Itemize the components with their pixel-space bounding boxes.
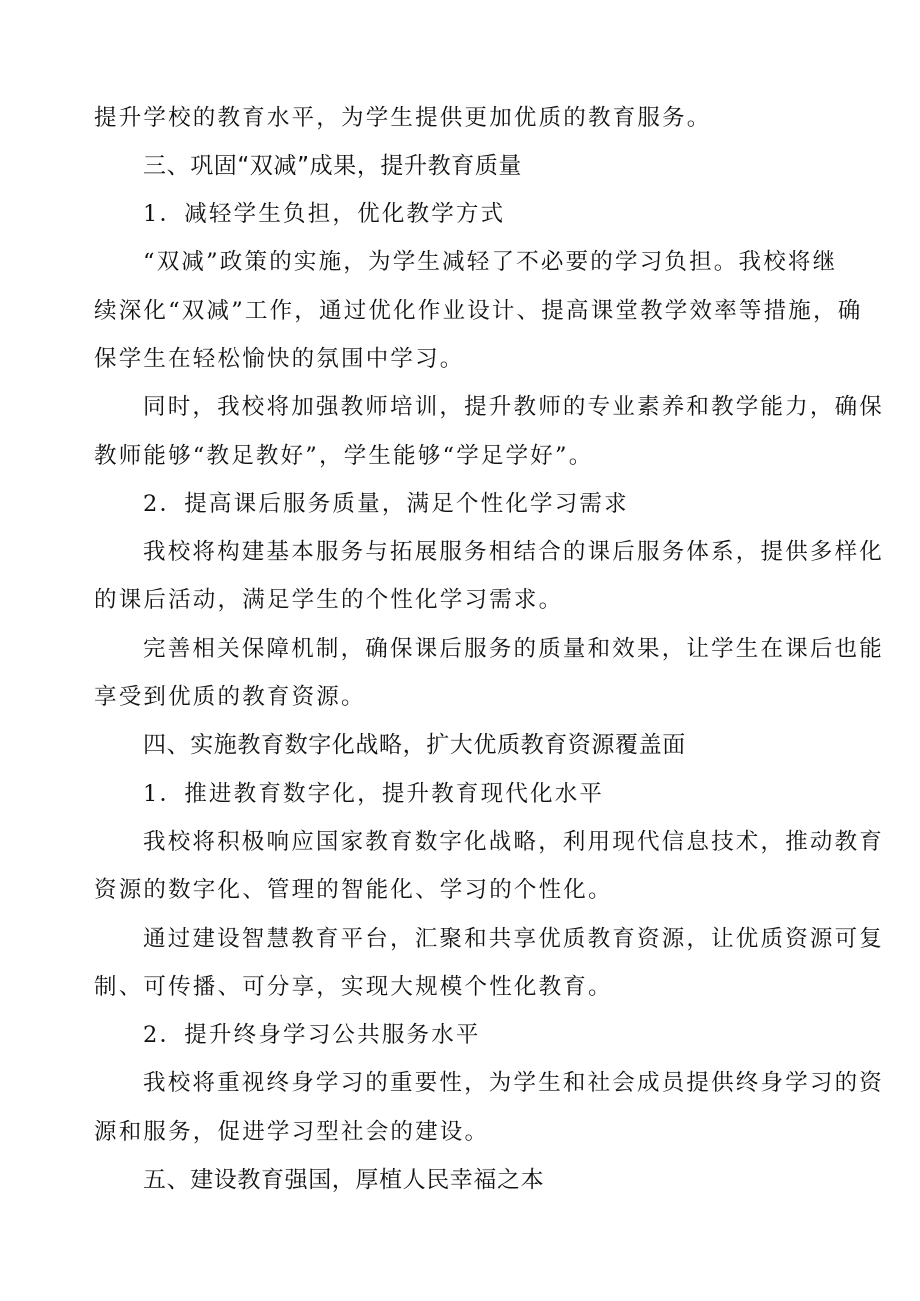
paragraph-line: 教师能够“教足教好”，学生能够“学足学好”。 bbox=[94, 443, 594, 469]
paragraph-line: 保学生在轻松愉快的氛围中学习。 bbox=[94, 346, 465, 372]
subsection-heading: 1．推进教育数字化，提升教育现代化水平 bbox=[143, 781, 605, 807]
paragraph-line: “双减”政策的实施，为学生减轻了不必要的学习负担。我校将继 bbox=[143, 249, 838, 275]
paragraph-line: 资源的数字化、管理的智能化、学习的个性化。 bbox=[94, 877, 613, 903]
paragraph-line: 通过建设智慧教育平台，汇聚和共享优质教育资源，让优质资源可复 bbox=[143, 926, 885, 952]
section-heading-5: 五、建设教育强国，厚植人民幸福之本 bbox=[143, 1167, 545, 1193]
section-heading-4: 四、实施教育数字化战略，扩大优质教育资源覆盖面 bbox=[143, 732, 686, 758]
paragraph-line: 续深化“双减”工作，通过优化作业设计、提高课堂教学效率等措施，确 bbox=[94, 298, 863, 324]
paragraph-line: 同时，我校将加强教师培训，提升教师的专业素养和教学能力，确保 bbox=[143, 394, 885, 420]
section-heading-3: 三、巩固“双减”成果，提升教育质量 bbox=[143, 153, 523, 179]
paragraph-line: 我校将积极响应国家教育数字化战略，利用现代信息技术，推动教育 bbox=[143, 829, 885, 855]
paragraph-line: 我校将构建基本服务与拓展服务相结合的课后服务体系，提供多样化 bbox=[143, 539, 885, 565]
paragraph-line: 提升学校的教育水平，为学生提供更加优质的教育服务。 bbox=[94, 105, 712, 131]
paragraph-line: 完善相关保障机制，确保课后服务的质量和效果，让学生在课后也能 bbox=[143, 636, 885, 662]
subsection-heading: 2．提高课后服务质量，满足个性化学习需求 bbox=[143, 491, 629, 517]
paragraph-line: 享受到优质的教育资源。 bbox=[94, 684, 366, 710]
paragraph-line: 制、可传播、可分享，实现大规模个性化教育。 bbox=[94, 974, 613, 1000]
paragraph-line: 的课后活动，满足学生的个性化学习需求。 bbox=[94, 587, 564, 613]
subsection-heading: 1．减轻学生负担，优化教学方式 bbox=[143, 201, 506, 227]
paragraph-line: 我校将重视终身学习的重要性，为学生和社会成员提供终身学习的资 bbox=[143, 1070, 885, 1096]
paragraph-line: 源和服务，促进学习型社会的建设。 bbox=[94, 1119, 490, 1145]
subsection-heading: 2．提升终身学习公共服务水平 bbox=[143, 1022, 481, 1048]
